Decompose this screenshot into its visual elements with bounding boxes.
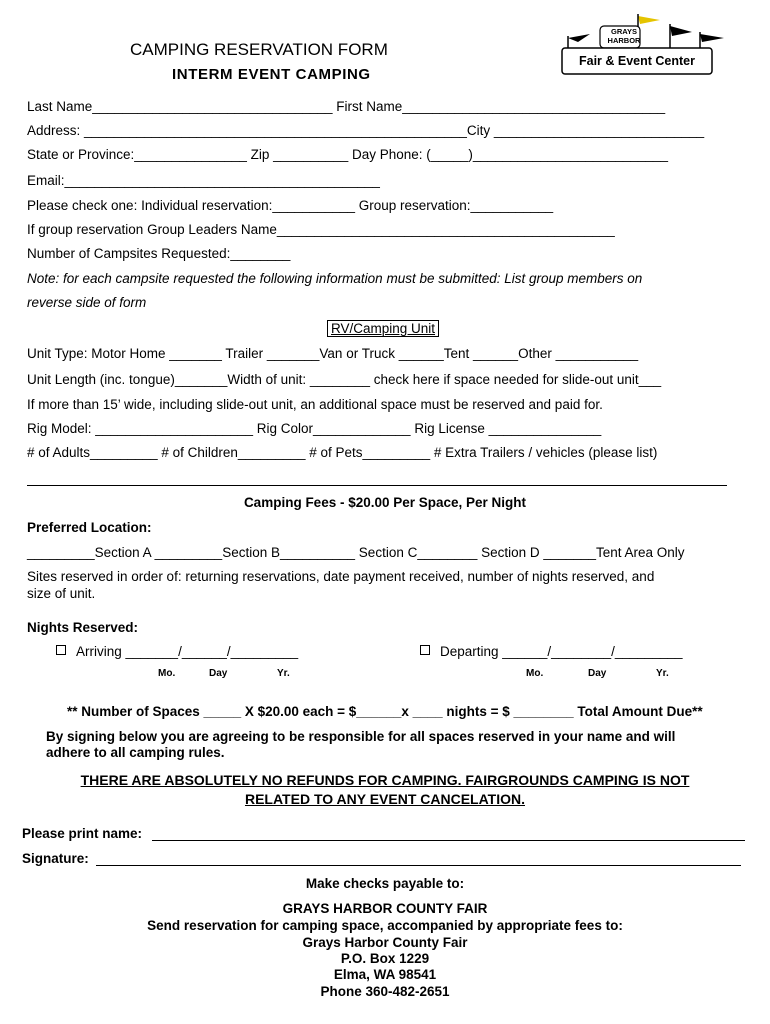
section-choices-line[interactable]: _________Section A _________Section B__________ Section C________ Section D _______Tent Area Only xyxy=(27,545,685,560)
logo-line2: HARBOR xyxy=(607,36,641,45)
mail-address-1: Grays Harbor County Fair xyxy=(302,935,468,950)
nights-reserved-label: Nights Reserved: xyxy=(27,620,139,635)
send-instructions: Send reservation for camping space, accompanied by appropriate fees to: xyxy=(147,918,623,933)
occupants-line[interactable]: # of Adults_________ # of Children_________ # of Pets_________ # Extra Trailers / vehicles (please list) xyxy=(27,445,658,460)
checkbox-icon xyxy=(420,645,430,655)
mail-address-2: P.O. Box 1229 xyxy=(340,951,430,966)
campsites-requested-line[interactable]: Number of Campsites Requested:________ xyxy=(27,246,291,261)
flag-icon xyxy=(568,34,590,42)
note-line-1: Note: for each campsite requested the following information must be submitted: List group members on xyxy=(27,271,643,286)
arriving-field[interactable]: Arriving _______/______/_________ xyxy=(56,644,298,659)
departing-day-label: Day xyxy=(588,668,607,679)
rig-line[interactable]: Rig Model: _____________________ Rig Color_____________ Rig License _______________ xyxy=(27,421,602,436)
agreement-line-1: By signing below you are agreeing to be responsible for all spaces reserved in your name and will xyxy=(46,729,676,744)
email-line[interactable]: Email:__________________________________________ xyxy=(27,173,380,188)
logo-banner: Fair & Event Center xyxy=(578,54,695,68)
form-subtitle: INTERM EVENT CAMPING xyxy=(172,66,371,83)
name-line[interactable]: Last Name________________________________ First Name___________________________________ xyxy=(27,99,666,114)
refund-notice-1: THERE ARE ABSOLUTELY NO REFUNDS FOR CAMPING. FAIRGROUNDS CAMPING IS NOT xyxy=(80,772,690,788)
arriving-mo-label: Mo. xyxy=(158,668,176,679)
departing-mo-label: Mo. xyxy=(526,668,544,679)
address-line[interactable]: Address: ___________________________________________________City ____________________________ xyxy=(27,123,705,138)
logo-line1: GRAYS xyxy=(611,27,637,36)
order-note-2: size of unit. xyxy=(27,586,96,601)
refund-notice-2: RELATED TO ANY EVENT CANCELATION. xyxy=(244,791,525,807)
fees-heading: Camping Fees - $20.00 Per Space, Per Night xyxy=(243,495,527,510)
signature-field[interactable] xyxy=(96,865,741,866)
mail-address-3: Elma, WA 98541 xyxy=(333,967,437,982)
total-amount-line[interactable]: ** Number of Spaces _____ X $20.00 each = $______x ____ nights = $ ________ Total Amount Due** xyxy=(67,704,703,719)
wide-unit-note: If more than 15’ wide, including slide-out unit, an additional space must be reserved and paid for. xyxy=(27,397,603,412)
state-zip-phone-line[interactable]: State or Province:_______________ Zip __________ Day Phone: (_____)__________________________ xyxy=(27,147,669,162)
arriving-yr-label: Yr. xyxy=(277,668,290,679)
print-name-field[interactable] xyxy=(152,840,745,841)
print-name-label: Please print name: xyxy=(22,826,143,841)
flag-icon xyxy=(638,16,660,24)
departing-field[interactable]: Departing ______/________/_________ xyxy=(420,644,682,659)
form-title: CAMPING RESERVATION FORM xyxy=(130,40,388,59)
reservation-type-line[interactable]: Please check one: Individual reservation:___________ Group reservation:___________ xyxy=(27,198,554,213)
order-note-1: Sites reserved in order of: returning reservations, date payment received, number of nights reserved, and xyxy=(27,569,655,584)
flag-icon xyxy=(700,34,724,42)
unit-type-line[interactable]: Unit Type: Motor Home _______ Trailer _______Van or Truck ______Tent ______Other ___________ xyxy=(27,346,639,361)
fair-logo xyxy=(560,12,730,76)
group-leader-line[interactable]: If group reservation Group Leaders Name_____________________________________________ xyxy=(27,222,615,237)
payable-to: Make checks payable to: xyxy=(305,876,465,891)
rv-heading: RV/Camping Unit xyxy=(327,320,439,337)
preferred-location-label: Preferred Location: xyxy=(27,520,152,535)
phone-number: Phone 360-482-2651 xyxy=(320,984,450,999)
unit-length-line[interactable]: Unit Length (inc. tongue)_______Width of unit: ________ check here if space needed for slide-out unit___ xyxy=(27,372,662,387)
signature-label: Signature: xyxy=(22,851,89,866)
org-name: GRAYS HARBOR COUNTY FAIR xyxy=(282,901,488,916)
flag-icon xyxy=(670,26,692,36)
checkbox-icon xyxy=(56,645,66,655)
note-line-2: reverse side of form xyxy=(27,295,147,310)
agreement-line-2: adhere to all camping rules. xyxy=(46,745,225,760)
departing-yr-label: Yr. xyxy=(656,668,669,679)
arriving-day-label: Day xyxy=(209,668,228,679)
extra-vehicles-line[interactable] xyxy=(27,485,727,486)
